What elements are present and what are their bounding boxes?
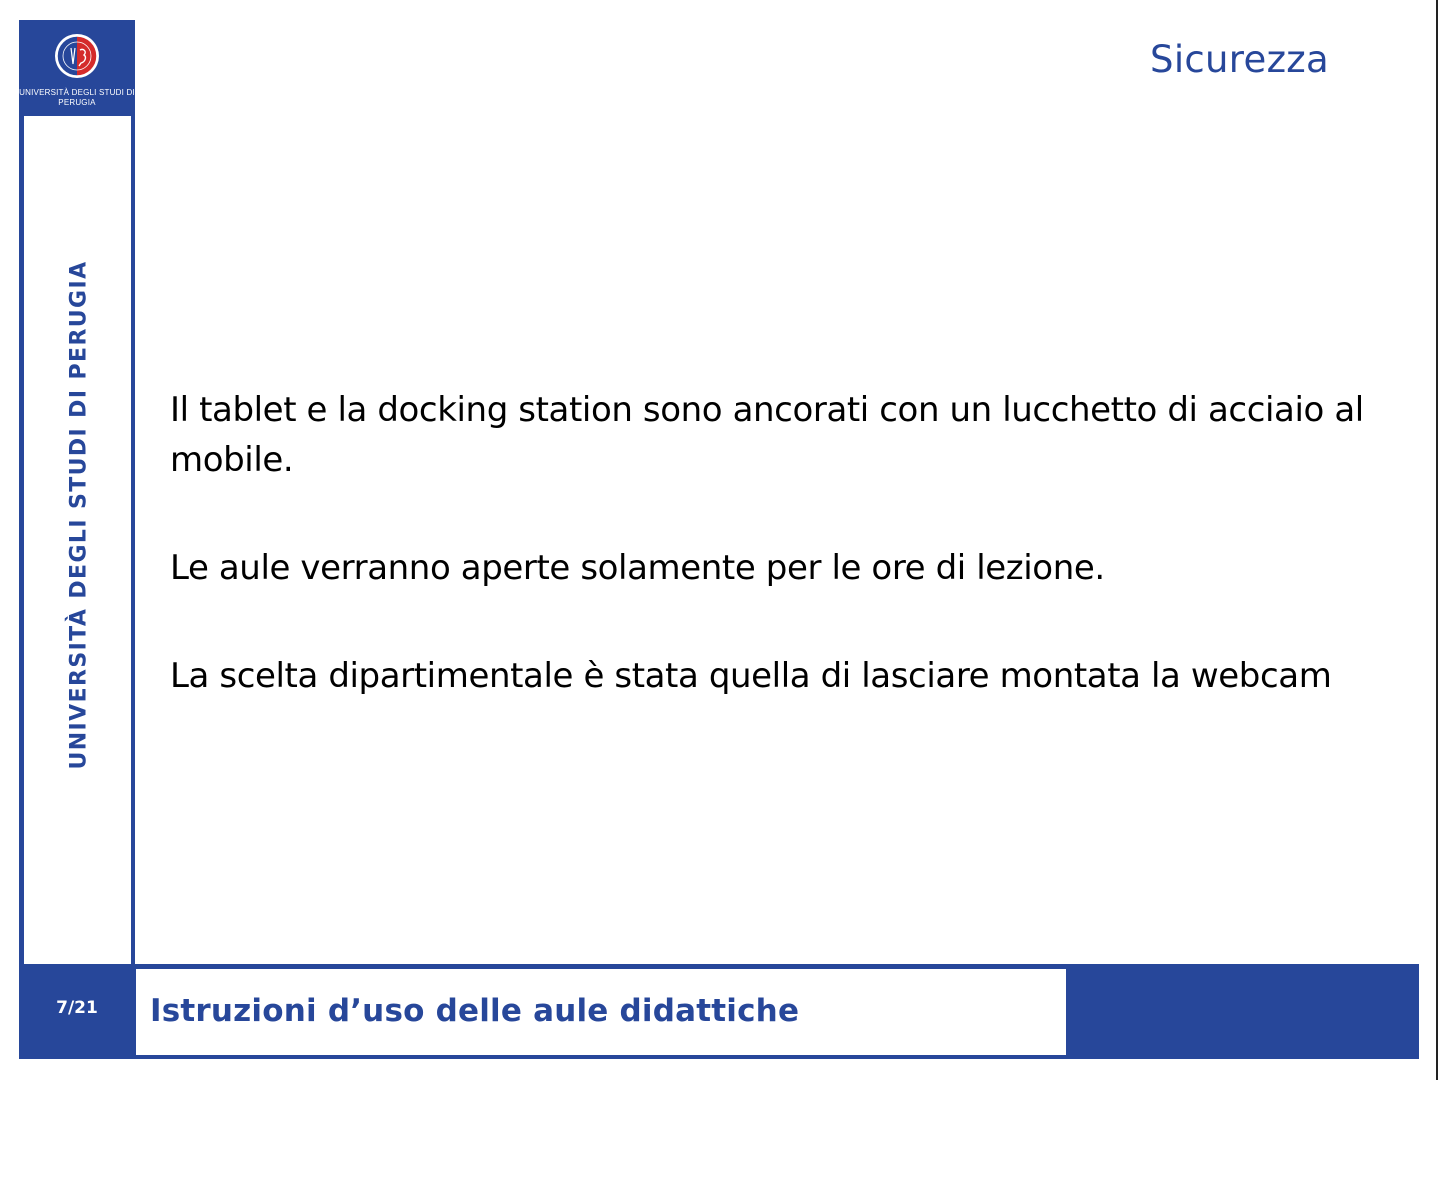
page-number: 7/21 (56, 998, 98, 1018)
frame-title: Sicurezza (1150, 38, 1329, 81)
paragraph: Il tablet e la docking station sono ancorati con un lucchetto di acciaio al mobile. (170, 390, 1364, 480)
logo-text: UNIVERSITÀ DEGLI STUDI DI PERUGIA (19, 88, 135, 107)
slide-right-border (1436, 0, 1438, 1080)
paragraph: La scelta dipartimentale è stata quella di lasciare montata la webcam (170, 656, 1332, 696)
university-seal-icon (54, 33, 100, 79)
paragraph: Le aule verranno aperte solamente per le ore di lezione. (170, 548, 1105, 588)
sidebar-vertical-title: UNIVERSITÀ DEGLI STUDI DI PERUGIA (66, 260, 92, 770)
slide-body (170, 385, 1430, 759)
presentation-title: Istruzioni d’uso delle aule didattiche (150, 993, 800, 1029)
